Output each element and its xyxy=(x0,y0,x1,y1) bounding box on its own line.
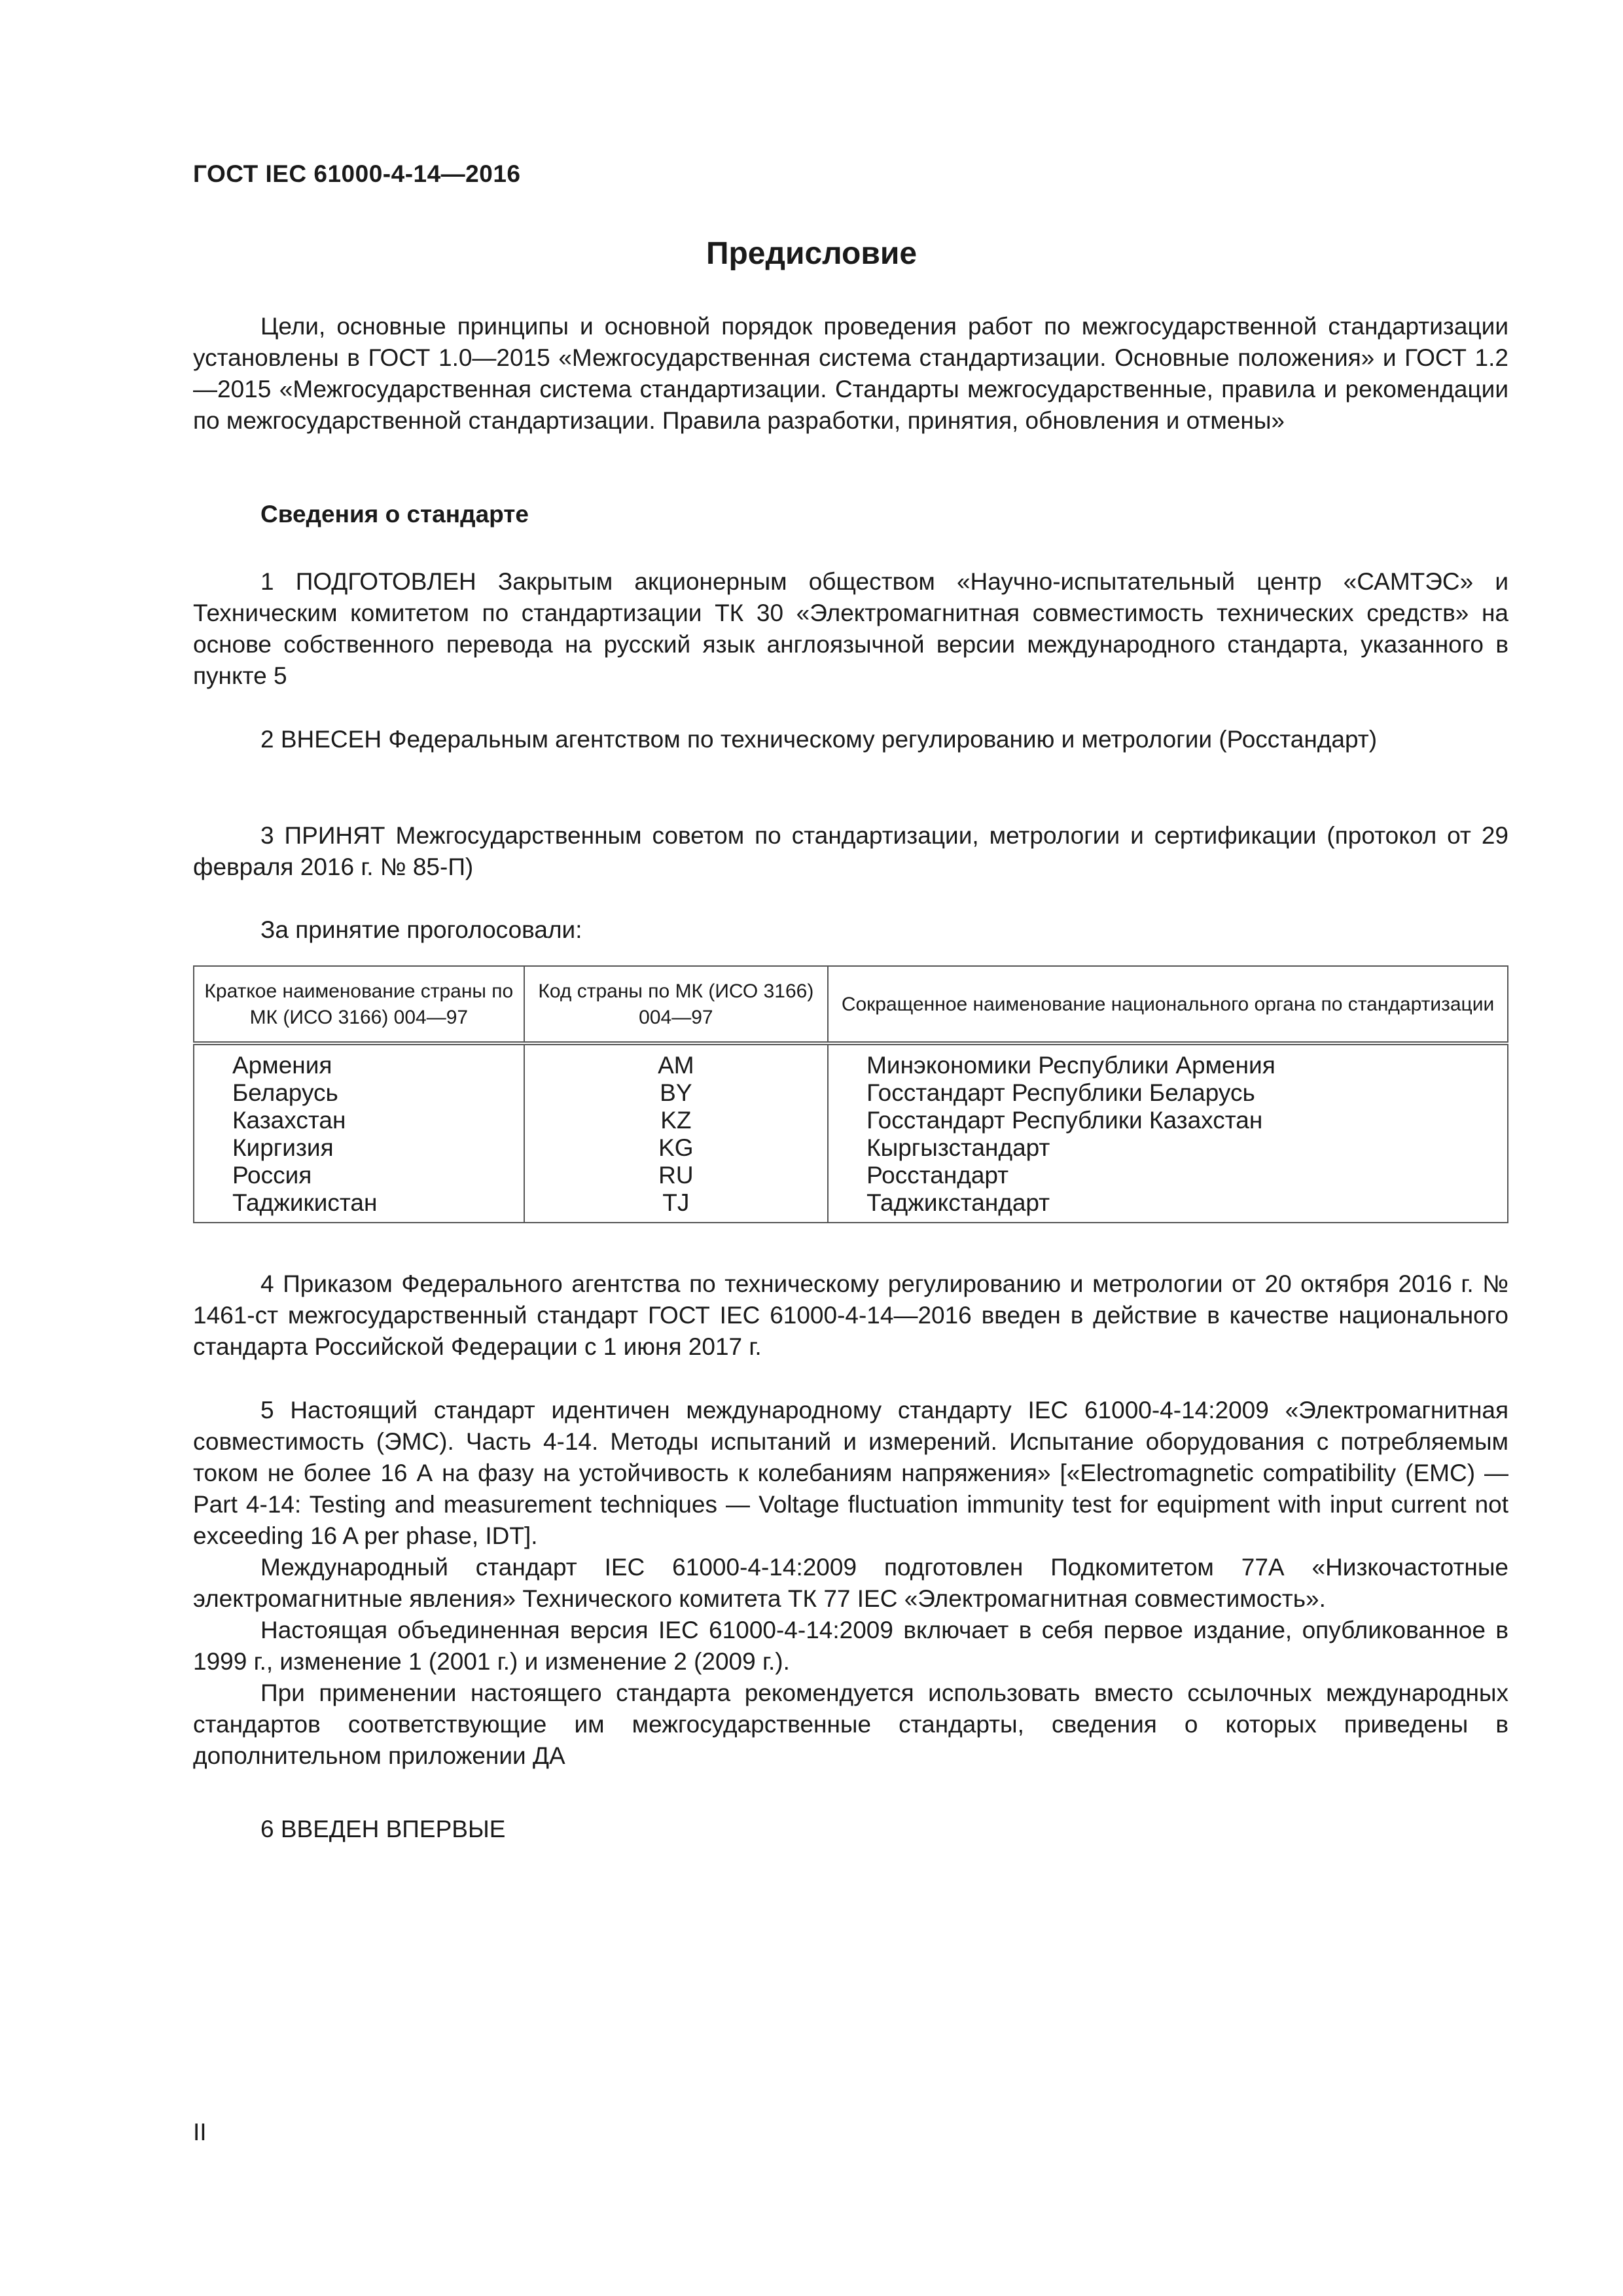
country-code: RU xyxy=(524,1162,828,1189)
intro-paragraph: Цели, основные принципы и основной порядок проведения работ по межгосударственной стандартизации установлены в ГОСТ 1.0—2015 «Межгосударственная система стандартизации. Основные положения» и ГОСТ 1.2—2015 «Межгосударственная система стандартизации. Стандарты межгосударственные, правила и рекомендации по межгосударственной стандартизации. Правила разработки, принятия, обновления и отмены» xyxy=(193,313,1508,434)
paragraph-5c: Настоящая объединенная версия IEC 61000-4-14:2009 включает в себя первое издание, опубликованное в 1999 г., изменение 1 (2001 г.) и изменение 2 (2009 г.). xyxy=(193,1617,1508,1675)
country-code: TJ xyxy=(524,1189,828,1223)
country-name: Киргизия xyxy=(194,1134,524,1162)
table-row xyxy=(194,1162,1508,1189)
country-code: BY xyxy=(524,1079,828,1107)
paragraph-5-block xyxy=(193,1395,1508,1772)
table-header-body: Сокращенное наименование национального органа по стандартизации xyxy=(828,966,1508,1043)
table-row xyxy=(194,1134,1508,1162)
standards-body: Росстандарт xyxy=(828,1162,1508,1189)
voted-label: За принятие проголосовали: xyxy=(260,916,582,943)
country-name: Россия xyxy=(194,1162,524,1189)
country-name: Армения xyxy=(194,1043,524,1079)
table-row xyxy=(194,1107,1508,1134)
page-number: II xyxy=(193,2119,207,2145)
paragraph-5: 5 Настоящий стандарт идентичен международному стандарту IEC 61000-4-14:2009 «Электромагнитная совместимость (ЭМС). Часть 4-14. Методы испытаний и измерений. Испытание оборудования с потребляемым током не более 16 А на фазу на устойчивость к колебаниям напряжения» [«Electromagnetic compatibility (EMC) — Part 4-14: Testing and measurement techniques — Voltage fluctuation immunity test for equipment with input current not exceeding 16 A per phase, IDT]. xyxy=(193,1397,1508,1549)
section-subheading: Сведения о стандарте xyxy=(260,501,529,528)
table-row xyxy=(194,1079,1508,1107)
table-header-code: Код страны по МК (ИСО 3166) 004—97 xyxy=(524,966,828,1043)
standards-body: Кыргызстандарт xyxy=(828,1134,1508,1162)
country-name: Беларусь xyxy=(194,1079,524,1107)
table-row xyxy=(194,1189,1508,1223)
country-name: Таджикистан xyxy=(194,1189,524,1223)
paragraph-5b: Международный стандарт IEC 61000-4-14:2009 подготовлен Подкомитетом 77А «Низкочастотные электромагнитные явления» Технического комитета ТК 77 IEC «Электромагнитная совместимость». xyxy=(193,1554,1508,1612)
document-code: ГОСТ IEC 61000-4-14—2016 xyxy=(193,160,521,187)
paragraph-5d: При применении настоящего стандарта рекомендуется использовать вместо ссылочных международных стандартов соответствующие им межгосударственные стандарты, сведения о которых приведены в дополнительном приложении ДА xyxy=(193,1679,1508,1769)
paragraph-2: 2 ВНЕСЕН Федеральным агентством по техническому регулированию и метрологии (Росстандарт) xyxy=(260,726,1378,753)
table-header-country: Краткое наименование страны по МК (ИСО 3166) 004—97 xyxy=(194,966,524,1043)
standards-body: Минэкономики Республики Армения xyxy=(828,1043,1508,1079)
standards-body: Госстандарт Республики Казахстан xyxy=(828,1107,1508,1134)
page-title: Предисловие xyxy=(705,236,918,271)
country-name: Казахстан xyxy=(194,1107,524,1134)
paragraph-1: 1 ПОДГОТОВЛЕН Закрытым акционерным обществом «Научно-испытательный центр «САМТЭС» и Техническим комитетом по стандартизации ТК 30 «Электромагнитная совместимость технических средств» на основе собственного перевода на русский язык англоязычной версии международного стандарта, указанного в пункте 5 xyxy=(193,568,1508,689)
paragraph-4: 4 Приказом Федерального агентства по техническому регулированию и метрологии от 20 октября 2016 г. № 1461-ст межгосударственный стандарт ГОСТ IEC 61000-4-14—2016 введен в действие в качестве национального стандарта Российской Федерации с 1 июня 2017 г. xyxy=(193,1270,1508,1360)
paragraph-6: 6 ВВЕДЕН ВПЕРВЫЕ xyxy=(260,1816,506,1842)
country-code: KG xyxy=(524,1134,828,1162)
standards-body: Госстандарт Республики Беларусь xyxy=(828,1079,1508,1107)
voting-countries-table xyxy=(193,965,1508,1223)
table-row xyxy=(194,1043,1508,1079)
standards-body: Таджикстандарт xyxy=(828,1189,1508,1223)
paragraph-3: 3 ПРИНЯТ Межгосударственным советом по стандартизации, метрологии и сертификации (протокол от 29 февраля 2016 г. № 85-П) xyxy=(193,822,1508,880)
country-code: KZ xyxy=(524,1107,828,1134)
country-code: AM xyxy=(524,1043,828,1079)
